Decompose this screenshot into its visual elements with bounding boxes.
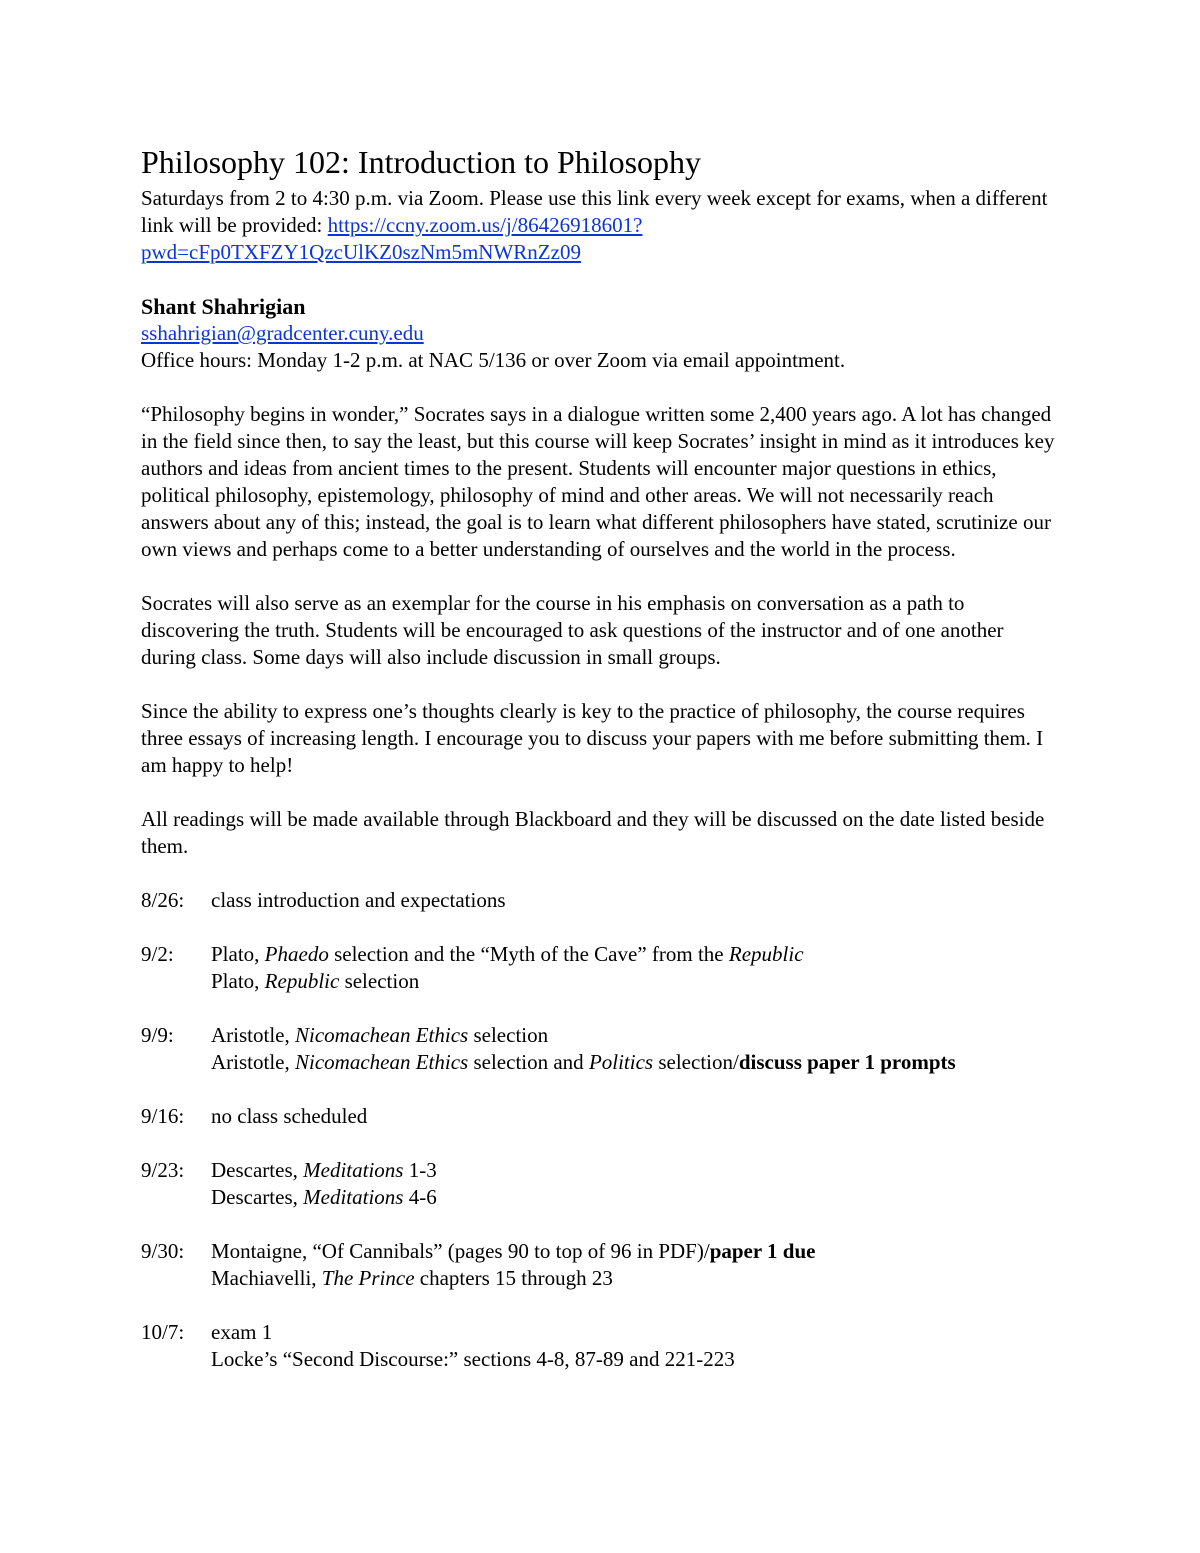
zoom-link-line1: https://ccny.zoom.us/j/86426918601? <box>327 213 643 237</box>
schedule-reading <box>211 1238 1061 1265</box>
readings-paragraph: All readings will be made available through Blackboard and they will be discussed on the date listed beside them. <box>141 807 1045 858</box>
schedule-text-segment: selection and the “Myth of the Cave” from the <box>328 942 729 966</box>
schedule-reading <box>211 1049 1061 1076</box>
schedule-reading <box>211 1157 1061 1184</box>
meeting-text: Saturdays from 2 to 4:30 p.m. via Zoom. Please use this link every week except for exams, when a different link will be provided: <box>141 186 1048 237</box>
schedule-date: 9/16: <box>141 1104 185 1128</box>
schedule-list <box>141 887 1061 1373</box>
schedule-text-segment: Machiavelli, <box>211 1266 322 1290</box>
instructor-email-link[interactable]: sshahrigian@gradcenter.cuny.edu <box>141 321 424 345</box>
schedule-text-segment: no class scheduled <box>211 1104 368 1128</box>
schedule-text-segment: Republic <box>728 942 804 966</box>
schedule-text-segment: Plato, <box>211 969 265 993</box>
schedule-date: 8/26: <box>141 888 185 912</box>
schedule-date: 9/9: <box>141 1023 174 1047</box>
schedule-text-segment: Aristotle, <box>211 1023 295 1047</box>
schedule-entry <box>141 1319 1061 1373</box>
schedule-text-segment: selection <box>339 969 420 993</box>
schedule-reading <box>211 1319 1061 1346</box>
schedule-text-segment: Descartes, <box>211 1158 304 1182</box>
schedule-entry <box>141 1022 1061 1076</box>
schedule-text-segment: Republic <box>264 969 340 993</box>
schedule-date: 9/23: <box>141 1158 185 1182</box>
office-hours: Office hours: Monday 1-2 p.m. at NAC 5/136 or over Zoom via email appointment. <box>141 348 846 372</box>
schedule-entry <box>141 1157 1061 1211</box>
schedule-text-segment: exam 1 <box>211 1320 273 1344</box>
schedule-text-segment: selection <box>468 1023 549 1047</box>
schedule-text-segment: Politics <box>588 1050 654 1074</box>
conversation-paragraph: Socrates will also serve as an exemplar for the course in his emphasis on conversation as a path to discovering the truth. Students will be encouraged to ask questions of the instructor and of one another during class. Some days will also include discussion in small groups. <box>141 591 1004 669</box>
schedule-reading <box>211 941 1061 968</box>
schedule-reading <box>211 1346 1061 1373</box>
meeting-info <box>141 185 1061 266</box>
schedule-reading <box>211 968 1061 995</box>
schedule-text-segment: Nicomachean Ethics <box>295 1050 469 1074</box>
essays-paragraph: Since the ability to express one’s thoughts clearly is key to the practice of philosophy, the course requires three essays of increasing length. I encourage you to discuss your papers with me before submitting them. I am happy to help! <box>141 699 1044 777</box>
schedule-text-segment: Phaedo <box>264 942 329 966</box>
schedule-text-segment: Meditations <box>303 1158 404 1182</box>
schedule-text-segment: selection/ <box>653 1050 739 1074</box>
schedule-text-segment: Locke’s “Second Discourse:” sections 4-8, 87-89 and 221-223 <box>211 1347 735 1371</box>
schedule-date: 9/30: <box>141 1239 185 1263</box>
schedule-date: 10/7: <box>141 1320 185 1344</box>
schedule-entry <box>141 1103 1061 1130</box>
intro-paragraph: “Philosophy begins in wonder,” Socrates says in a dialogue written some 2,400 years ago. A lot has changed in the field since then, to say the least, but this course will keep Socrates’ insight in mind as it introduces key authors and ideas from ancient times to the present. Students will encounter major questions in ethics, political philosophy, epistemology, philosophy of mind and other areas. We will not necessarily reach answers about any of this; instead, the goal is to learn what different philosophers have stated, scrutinize our own views and perhaps come to a better understanding of ourselves and the world in the process. <box>141 402 1055 561</box>
schedule-entry <box>141 887 1061 914</box>
schedule-text-segment: 4-6 <box>403 1185 437 1209</box>
instructor-name: Shant Shahrigian <box>141 294 306 319</box>
schedule-reading <box>211 1184 1061 1211</box>
zoom-link-line2: pwd=cFp0TXFZY1QzcUlKZ0szNm5mNWRnZz09 <box>141 240 581 264</box>
schedule-entry <box>141 1238 1061 1292</box>
schedule-reading <box>211 1265 1061 1292</box>
schedule-text-segment: class introduction and expectations <box>211 888 506 912</box>
schedule-text-segment: Nicomachean Ethics <box>295 1023 469 1047</box>
schedule-reading <box>211 887 1061 914</box>
schedule-reading <box>211 1022 1061 1049</box>
schedule-text-segment: Descartes, <box>211 1185 304 1209</box>
schedule-text-segment: chapters 15 through 23 <box>414 1266 613 1290</box>
schedule-date: 9/2: <box>141 942 174 966</box>
schedule-text-segment: 1-3 <box>403 1158 437 1182</box>
schedule-text-segment: selection and <box>468 1050 589 1074</box>
schedule-text-segment: paper 1 due <box>709 1239 816 1263</box>
course-title: Philosophy 102: Introduction to Philosophy <box>141 144 702 180</box>
schedule-text-segment: Meditations <box>303 1185 404 1209</box>
schedule-text-segment: Montaigne, “Of Cannibals” (pages 90 to top of 96 in PDF)/ <box>211 1239 710 1263</box>
schedule-text-segment: Plato, <box>211 942 265 966</box>
schedule-text-segment: The Prince <box>321 1266 415 1290</box>
schedule-text-segment: discuss paper 1 prompts <box>738 1050 956 1074</box>
schedule-text-segment: Aristotle, <box>211 1050 295 1074</box>
syllabus-page <box>141 143 1061 1400</box>
schedule-reading <box>211 1103 1061 1130</box>
schedule-entry <box>141 941 1061 995</box>
